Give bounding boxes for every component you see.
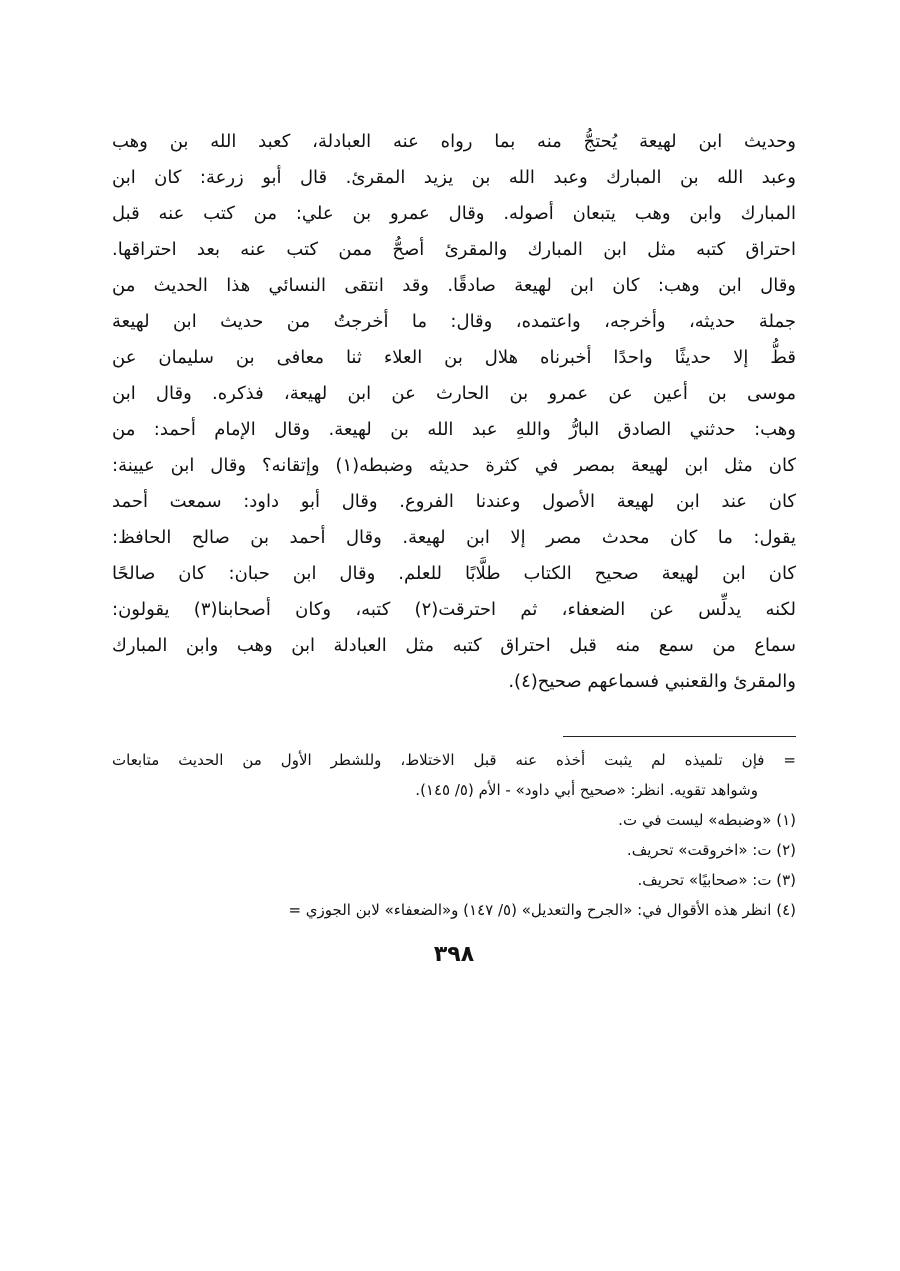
text-line: كان عند ابن لهيعة الأصول وعندنا الفروع. وقال أبو داود: سمعت أحمد	[112, 491, 796, 512]
text-line: يقول: ما كان محدث مصر إلا ابن لهيعة. وقال أحمد بن صالح الحافظ:	[112, 527, 796, 548]
text-line: وعبد الله بن المبارك وعبد الله بن يزيد المقرئ. قال أبو زرعة: كان ابن	[112, 167, 796, 188]
footnote-line: وشواهد تقويه. انظر: «صحيح أبي داود» - الأم (٥/ ١٤٥).	[415, 781, 758, 799]
text-line: قطُّ إلا حديثًا واحدًا أخبرناه هلال بن العلاء ثنا معافى بن سليمان عن	[112, 347, 796, 368]
text-line: احتراق كتبه مثل ابن المبارك والمقرئ أصحُّ ممن كتب عنه بعد احتراقها.	[112, 239, 796, 260]
text-line: كان مثل ابن لهيعة بمصر في كثرة حديثه وضبطه(١) وإتقانه؟ وقال ابن عيينة:	[112, 455, 796, 476]
text-line: جملة حديثه، وأخرجه، واعتمده، وقال: ما أخرجتُ من حديث ابن لهيعة	[112, 311, 796, 332]
text-line: وقال ابن وهب: كان ابن لهيعة صادقًا. وقد انتقى النسائي هذا الحديث من	[112, 275, 796, 296]
text-line: سماع من سمع منه قبل احتراق كتبه مثل العبادلة ابن وهب وابن المبارك	[112, 635, 796, 656]
footnote-divider	[563, 736, 796, 737]
main-text	[112, 124, 796, 700]
footnote-2: (٢) ت: «اخروقت» تحريف.	[626, 841, 796, 859]
page-number: ٣٩٨	[433, 942, 475, 967]
footnote-3: (٣) ت: «صحابيًا» تحريف.	[637, 871, 796, 889]
text-line: كان ابن لهيعة صحيح الكتاب طلَّابًا للعلم. وقال ابن حبان: كان صالحًا	[112, 563, 796, 584]
book-page	[112, 0, 796, 971]
text-line: لكنه يدلِّس عن الضعفاء، ثم احترقت(٢) كتبه، وكان أصحابنا(٣) يقولون:	[112, 599, 797, 620]
footnote-1: (١) «وضبطه» ليست في ت.	[618, 811, 796, 829]
footnote-divider-wrap	[112, 736, 796, 737]
text-line: والمقرئ والقعنبي فسماعهم صحيح(٤).	[508, 671, 796, 692]
text-line: وهب: حدثني الصادق البارُّ واللهِ عبد الله بن لهيعة. وقال الإمام أحمد: من	[112, 419, 796, 440]
footnotes	[112, 745, 796, 925]
footnote-line: = فإن تلميذه لم يثبت أخذه عنه قبل الاختلاط، وللشطر الأول من الحديث متابعات	[112, 751, 796, 769]
text-line: وحديث ابن لهيعة يُحتجُّ منه بما رواه عنه العبادلة، كعبد الله بن وهب	[112, 131, 796, 152]
text-line: موسى بن أعين عن عمرو بن الحارث عن ابن لهيعة، فذكره. وقال ابن	[112, 383, 796, 404]
footnote-4: (٤) انظر هذه الأقوال في: «الجرح والتعديل» (٥/ ١٤٧) و«الضعفاء» لابن الجوزي =	[288, 901, 796, 919]
text-line: المبارك وابن وهب يتبعان أصوله. وقال عمرو بن علي: من كتب عنه قبل	[112, 203, 796, 224]
